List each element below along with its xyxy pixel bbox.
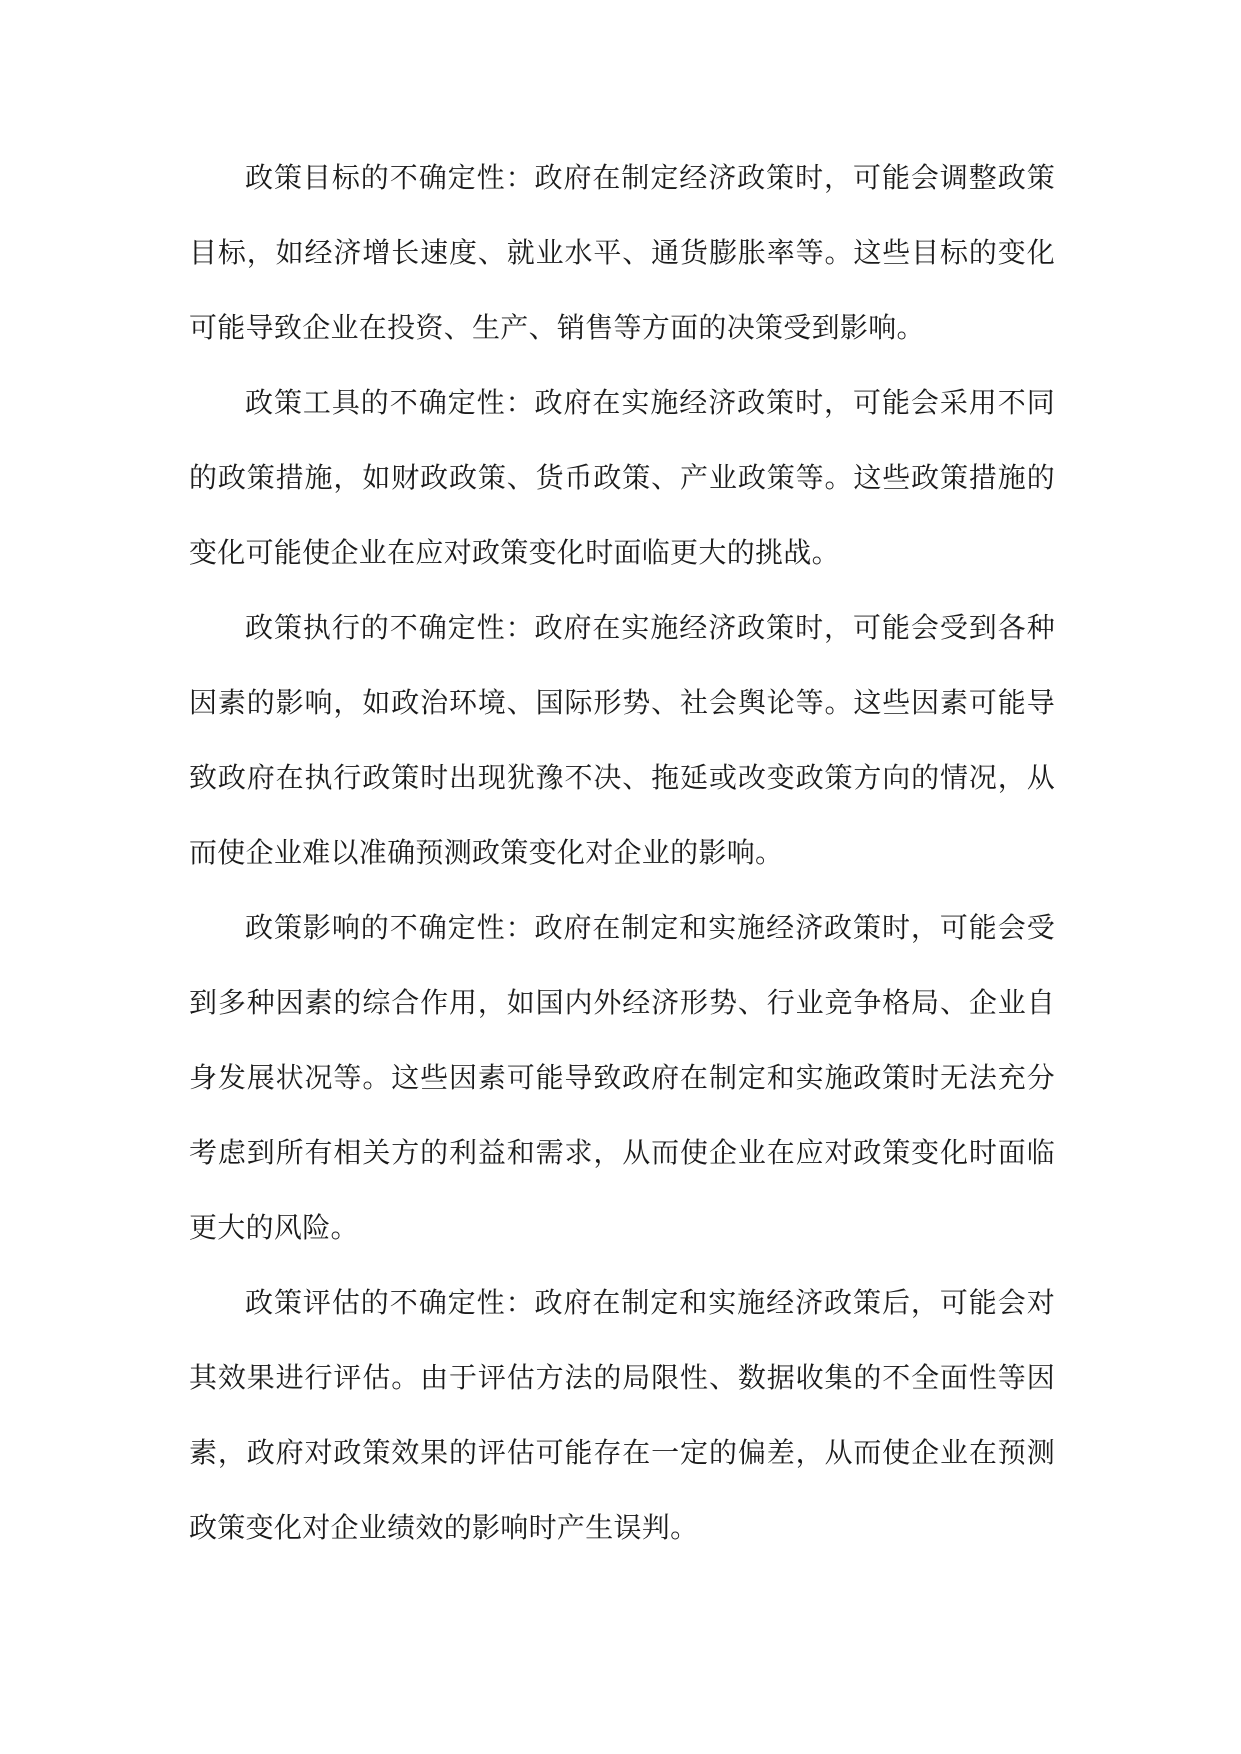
paragraph-policy-impact-uncertainty: 政策影响的不确定性：政府在制定和实施经济政策时，可能会受到多种因素的综合作用，如国内外经济形势、行业竞争格局、企业自身发展状况等。这些因素可能导致政府在制定和实施政策时无法充分考虑到所有相关方的利益和需求，从而使企业在应对政策变化时面临更大的风险。 (189, 911, 1055, 1244)
paragraph-policy-execution-uncertainty: 政策执行的不确定性：政府在实施经济政策时，可能会受到各种因素的影响，如政治环境、国际形势、社会舆论等。这些因素可能导致政府在执行政策时出现犹豫不决、拖延或改变政策方向的情况，从而使企业难以准确预测政策变化对企业的影响。 (189, 611, 1055, 869)
document-body (189, 140, 1055, 1565)
paragraph-policy-goal-uncertainty: 政策目标的不确定性：政府在制定经济政策时，可能会调整政策目标，如经济增长速度、就业水平、通货膨胀率等。这些目标的变化可能导致企业在投资、生产、销售等方面的决策受到影响。 (189, 161, 1055, 344)
paragraph-policy-tool-uncertainty: 政策工具的不确定性：政府在实施经济政策时，可能会采用不同的政策措施，如财政政策、货币政策、产业政策等。这些政策措施的变化可能使企业在应对政策变化时面临更大的挑战。 (189, 386, 1055, 569)
paragraph-policy-evaluation-uncertainty: 政策评估的不确定性：政府在制定和实施经济政策后，可能会对其效果进行评估。由于评估方法的局限性、数据收集的不全面性等因素，政府对政策效果的评估可能存在一定的偏差，从而使企业在预测政策变化对企业绩效的影响时产生误判。 (189, 1286, 1055, 1544)
